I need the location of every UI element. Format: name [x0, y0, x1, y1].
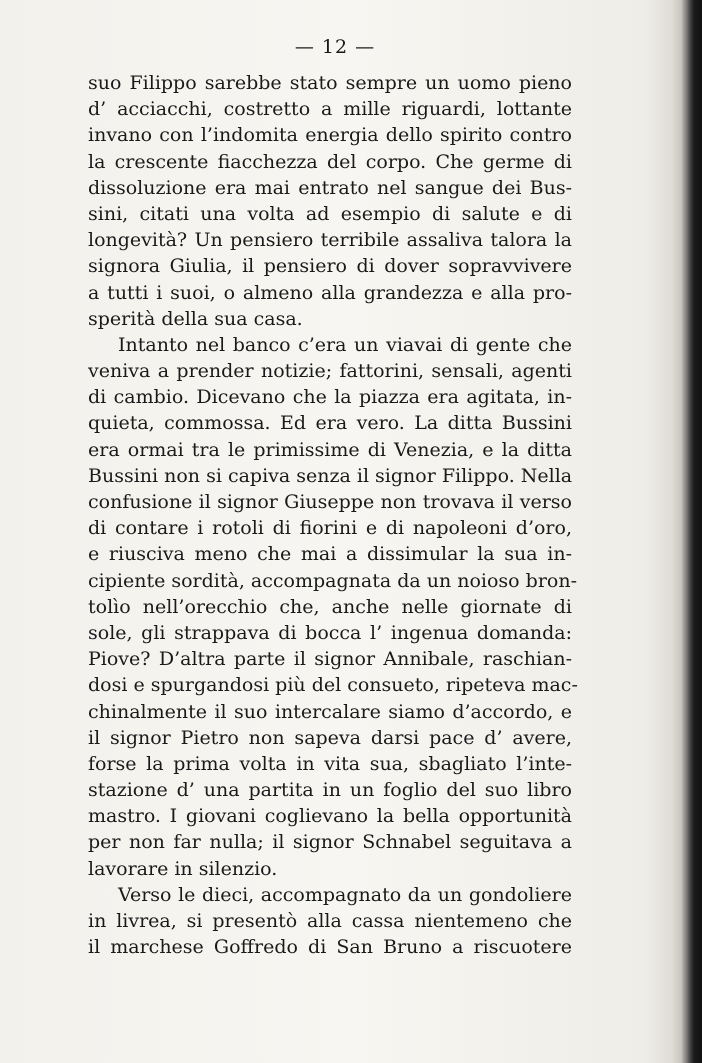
- text-line: mastro. I giovani coglievano la bella opportunità: [88, 805, 572, 828]
- text-line: veniva a prender notizie; fattorini, sensali, agenti: [88, 360, 572, 383]
- text-line: suo Filippo sarebbe stato sempre un uomo pieno: [88, 72, 572, 94]
- page-number: — 12 —: [294, 36, 376, 58]
- text-line: dosi e spurgandosi più del consueto, ripeteva mac-: [88, 674, 578, 697]
- text-line: sole, gli strappava di bocca l’ ingenua domanda:: [88, 621, 572, 644]
- text-line: Intanto nel banco c’era un viavai di gente che: [118, 333, 572, 356]
- text-line: lavorare in silenzio.: [88, 857, 278, 880]
- text-line: per non far nulla; il signor Schnabel seguitava a: [88, 831, 572, 854]
- text-line: confusione il signor Giuseppe non trovava il verso: [88, 491, 572, 513]
- text-line: tolìo nell’orecchio che, anche nelle giornate di: [88, 595, 572, 618]
- text-line: cipiente sordità, accompagnata da un noioso bron-: [88, 569, 577, 592]
- text-line: in livrea, si presentò alla cassa nientemeno che: [88, 910, 572, 932]
- text-line: sperità della sua casa.: [88, 307, 303, 330]
- text-line: di contare i rotoli di fiorini e di napoleoni d’oro,: [88, 517, 572, 540]
- text-line: invano con l’indomita energia dello spirito contro: [88, 124, 572, 147]
- text-line: signora Giulia, il pensiero di dover sopravvivere: [88, 255, 572, 278]
- text-line: sini, citati una volta ad esempio di salute e di: [88, 202, 572, 225]
- text-line: Verso le dieci, accompagnato da un gondoliere: [118, 883, 572, 906]
- text-line: Bussini non si capiva senza il signor Filippo. Nella: [88, 464, 573, 487]
- text-line: chinalmente il suo intercalare siamo d’accordo, e: [88, 700, 572, 723]
- text-line: e riusciva meno che mai a dissimular la sua in-: [88, 543, 572, 566]
- text-line: dissoluzione era mai entrato nel sangue dei Bus-: [88, 176, 572, 199]
- text-line: era ormai tra le primissime di Venezia, e la ditta: [88, 438, 572, 461]
- text-line: quieta, commossa. Ed era vero. La ditta Bussini: [88, 412, 572, 435]
- body-text: [88, 70, 578, 960]
- text-line: d’ acciacchi, costretto a mille riguardi, lottante: [88, 98, 572, 121]
- text-line: il marchese Goffredo di San Bruno a riscuotere: [88, 936, 572, 959]
- text-line: il signor Pietro non sapeva darsi pace d’ avere,: [88, 726, 572, 749]
- text-line: a tutti i suoi, o almeno alla grandezza e alla pro-: [88, 281, 572, 304]
- page-edge-shadow: [672, 0, 702, 1063]
- text-line: di cambio. Dicevano che la piazza era agitata, in-: [88, 386, 572, 409]
- text-line: Piove? D’altra parte il signor Annibale, raschian-: [88, 648, 572, 671]
- text-line: la crescente fiacchezza del corpo. Che germe di: [88, 150, 572, 173]
- text-line: stazione d’ una partita in un foglio del suo libro: [88, 779, 572, 802]
- text-line: longevità? Un pensiero terribile assaliva talora la: [88, 229, 572, 252]
- text-line: forse la prima volta in vita sua, sbagliato l’inte-: [88, 752, 572, 775]
